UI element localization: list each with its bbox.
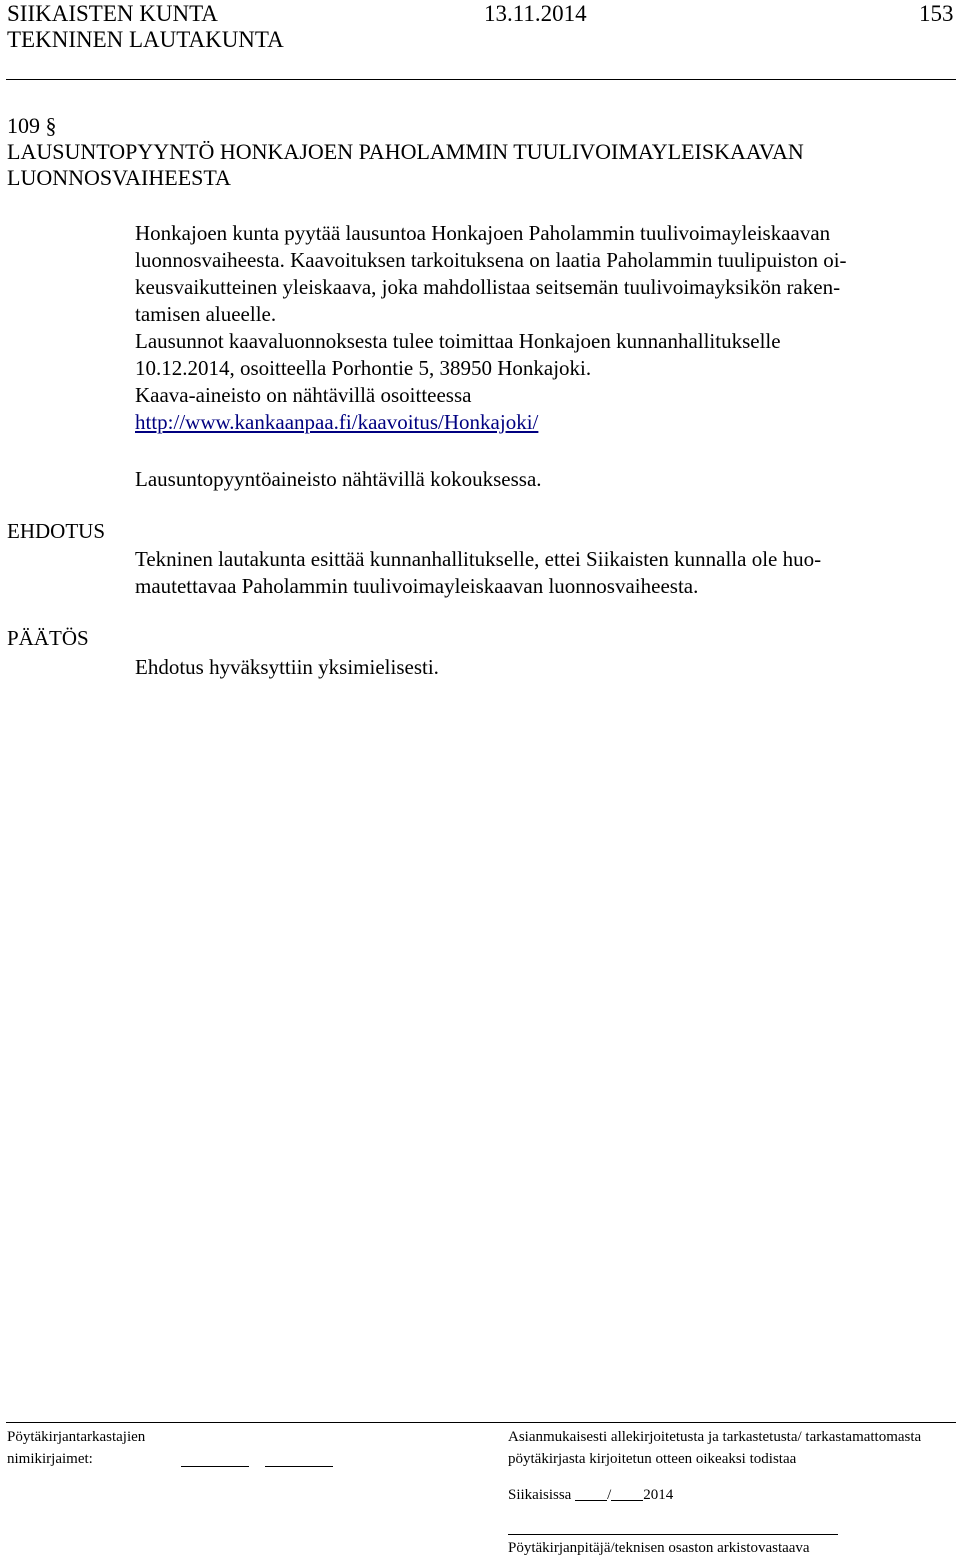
body-line: Kaava-aineisto on nähtävillä osoitteessa <box>135 383 472 407</box>
section-number: 109 <box>7 113 40 138</box>
plan-material-link[interactable]: http://www.kankaanpaa.fi/kaavoitus/Honkajoki/ <box>135 410 539 434</box>
decision-label: PÄÄTÖS <box>7 626 89 650</box>
footer-certification-line2: pöytäkirjasta kirjoitetun otteen oikeaksi todistaa <box>508 1451 797 1467</box>
header-page-number: 153 <box>919 1 954 26</box>
footer-divider <box>6 1422 956 1423</box>
header-divider <box>6 79 956 80</box>
proposal-label: EHDOTUS <box>7 519 105 543</box>
body-line: 10.12.2014, osoitteella Porhontie 5, 38950 Honkajoki. <box>135 356 592 380</box>
attachment-note: Lausuntopyyntöaineisto nähtävillä kokouksessa. <box>135 467 542 491</box>
proposal-line: Tekninen lautakunta esittää kunnanhallitukselle, ettei Siikaisten kunnalla ole huo- <box>135 547 822 571</box>
body-line: luonnosvaiheesta. Kaavoituksen tarkoituksena on laatia Paholammin tuulipuiston oi- <box>135 248 847 272</box>
footer-certification-line1: Asianmukaisesti allekirjoitetusta ja tarkastetusta/ tarkastamattomasta <box>508 1429 922 1445</box>
proposal-line: mautettavaa Paholammin tuulivoimayleiskaavan luonnosvaiheesta. <box>135 574 699 598</box>
header-org: SIIKAISTEN KUNTA <box>7 1 218 26</box>
section-heading <box>7 113 57 139</box>
section-title-line2: LUONNOSVAIHEESTA <box>7 165 231 190</box>
signature-line <box>508 1534 838 1535</box>
footer-inspectors-label: Pöytäkirjantarkastajien <box>7 1429 146 1445</box>
section-title-line1: LAUSUNTOPYYNTÖ HONKAJOEN PAHOLAMMIN TUULIVOIMAYLEISKAAVAN <box>7 139 804 164</box>
header-date: 13.11.2014 <box>484 1 587 26</box>
footer-place-date <box>508 1486 673 1504</box>
footer-place: Siikaisissa <box>508 1487 572 1503</box>
footer-year: 2014 <box>643 1487 674 1503</box>
decision-text: Ehdotus hyväksyttiin yksimielisesti. <box>135 655 439 679</box>
body-line: keusvaikutteinen yleiskaava, joka mahdollistaa seitsemän tuulivoimayksikön raken- <box>135 275 841 299</box>
footer-initials-label: nimikirjaimet: <box>7 1451 93 1467</box>
body-line: Lausunnot kaavaluonnoksesta tulee toimittaa Honkajoen kunnanhallitukselle <box>135 329 781 353</box>
month-blank <box>611 1500 643 1501</box>
section-symbol: § <box>45 113 57 138</box>
day-blank <box>575 1500 607 1501</box>
body-line: Honkajoen kunta pyytää lausuntoa Honkajoen Paholammin tuulivoimayleiskaavan <box>135 221 831 245</box>
footer-signer-title: Pöytäkirjanpitäjä/teknisen osaston arkistovastaava <box>508 1540 810 1556</box>
initials-line-1 <box>181 1466 249 1467</box>
initials-line-2 <box>265 1466 333 1467</box>
header-committee: TEKNINEN LAUTAKUNTA <box>7 27 284 52</box>
body-line: tamisen alueelle. <box>135 302 277 326</box>
date-separator: / <box>607 1487 612 1503</box>
